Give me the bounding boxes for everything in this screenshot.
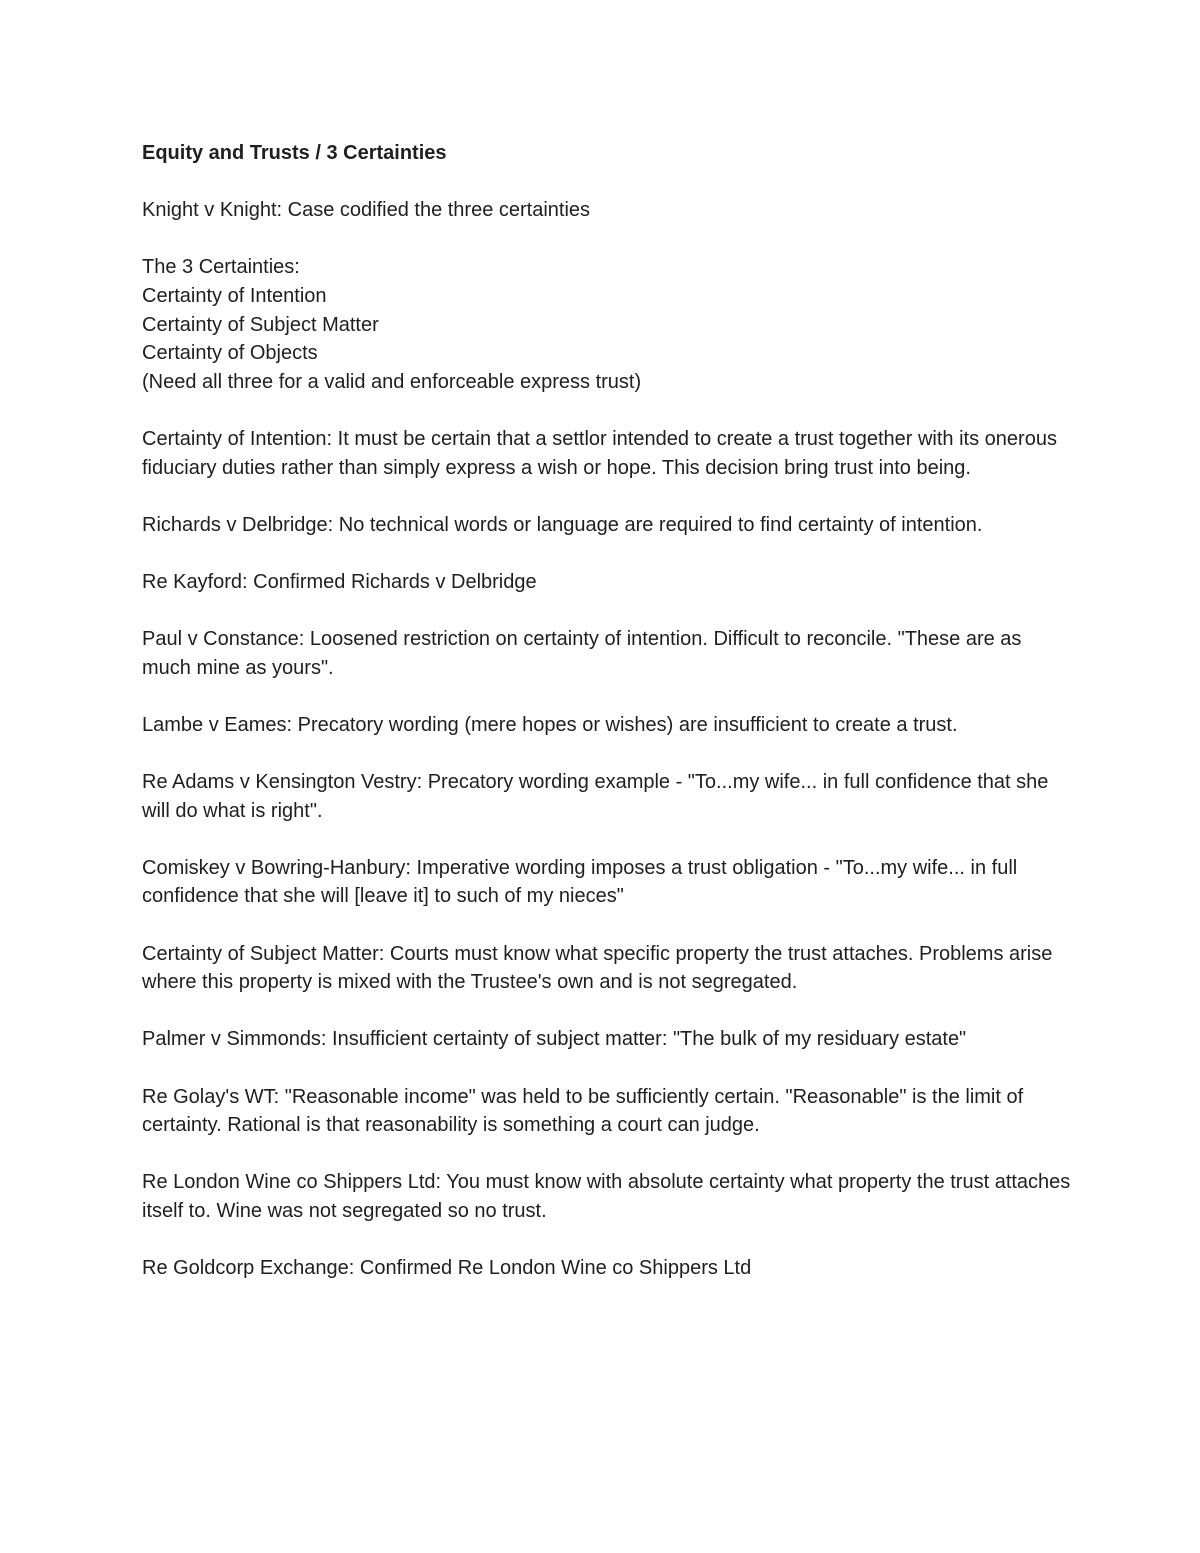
certainties-list-block: [142, 253, 1072, 396]
paragraph-richards-v-delbridge: Richards v Delbridge: No technical words or language are required to find certainty of intention.: [142, 513, 983, 536]
list-item: Certainty of Subject Matter: [142, 313, 379, 336]
list-item: (Need all three for a valid and enforceable express trust): [142, 370, 642, 393]
paragraph-re-kayford: Re Kayford: Confirmed Richards v Delbridge: [142, 570, 537, 593]
paragraph-re-golays-wt: Re Golay's WT: "Reasonable income" was held to be sufficiently certain. "Reasonable" is the limit of certainty. Rational is that reasonability is something a court can judge.: [142, 1085, 1024, 1137]
paragraph-certainty-of-subject-matter: Certainty of Subject Matter: Courts must know what specific property the trust attaches. Problems arise where this property is mixed with the Trustee's own and is not segregated.: [142, 942, 1053, 994]
paragraph-re-goldcorp: Re Goldcorp Exchange: Confirmed Re London Wine co Shippers Ltd: [142, 1257, 752, 1280]
paragraph-re-london-wine: Re London Wine co Shippers Ltd: You must know with absolute certainty what property the trust attaches itself to. Wine was not segregated so no trust.: [142, 1171, 1071, 1222]
paragraph-lambe-v-eames: Lambe v Eames: Precatory wording (mere hopes or wishes) are insufficient to create a trust.: [142, 713, 958, 736]
document-title: Equity and Trusts / 3 Certainties: [142, 142, 447, 164]
paragraph-re-adams: Re Adams v Kensington Vestry: Precatory wording example - "To...my wife... in full confidence that she will do what is right".: [142, 771, 1049, 822]
paragraph-palmer-v-simmonds: Palmer v Simmonds: Insufficient certainty of subject matter: "The bulk of my residuary estate": [142, 1028, 967, 1051]
certainties-heading: The 3 Certainties:: [142, 256, 300, 279]
paragraph-comiskey: Comiskey v Bowring-Hanbury: Imperative wording imposes a trust obligation - "To...my wife... in full confidence that she will [leave it] to such of my nieces": [142, 856, 1018, 908]
paragraph-certainty-of-intention: Certainty of Intention: It must be certain that a settlor intended to create a trust together with its onerous fiduciary duties rather than simply express a wish or hope. This decision bring trust into being.: [142, 427, 1057, 479]
document-page: [142, 139, 1072, 1283]
list-item: Certainty of Objects: [142, 342, 318, 365]
paragraph-paul-v-constance: Paul v Constance: Loosened restriction on certainty of intention. Difficult to reconcile. "These are as much mine as yours".: [142, 628, 1022, 679]
list-item: Certainty of Intention: [142, 284, 327, 307]
intro-paragraph: Knight v Knight: Case codified the three certainties: [142, 199, 591, 222]
